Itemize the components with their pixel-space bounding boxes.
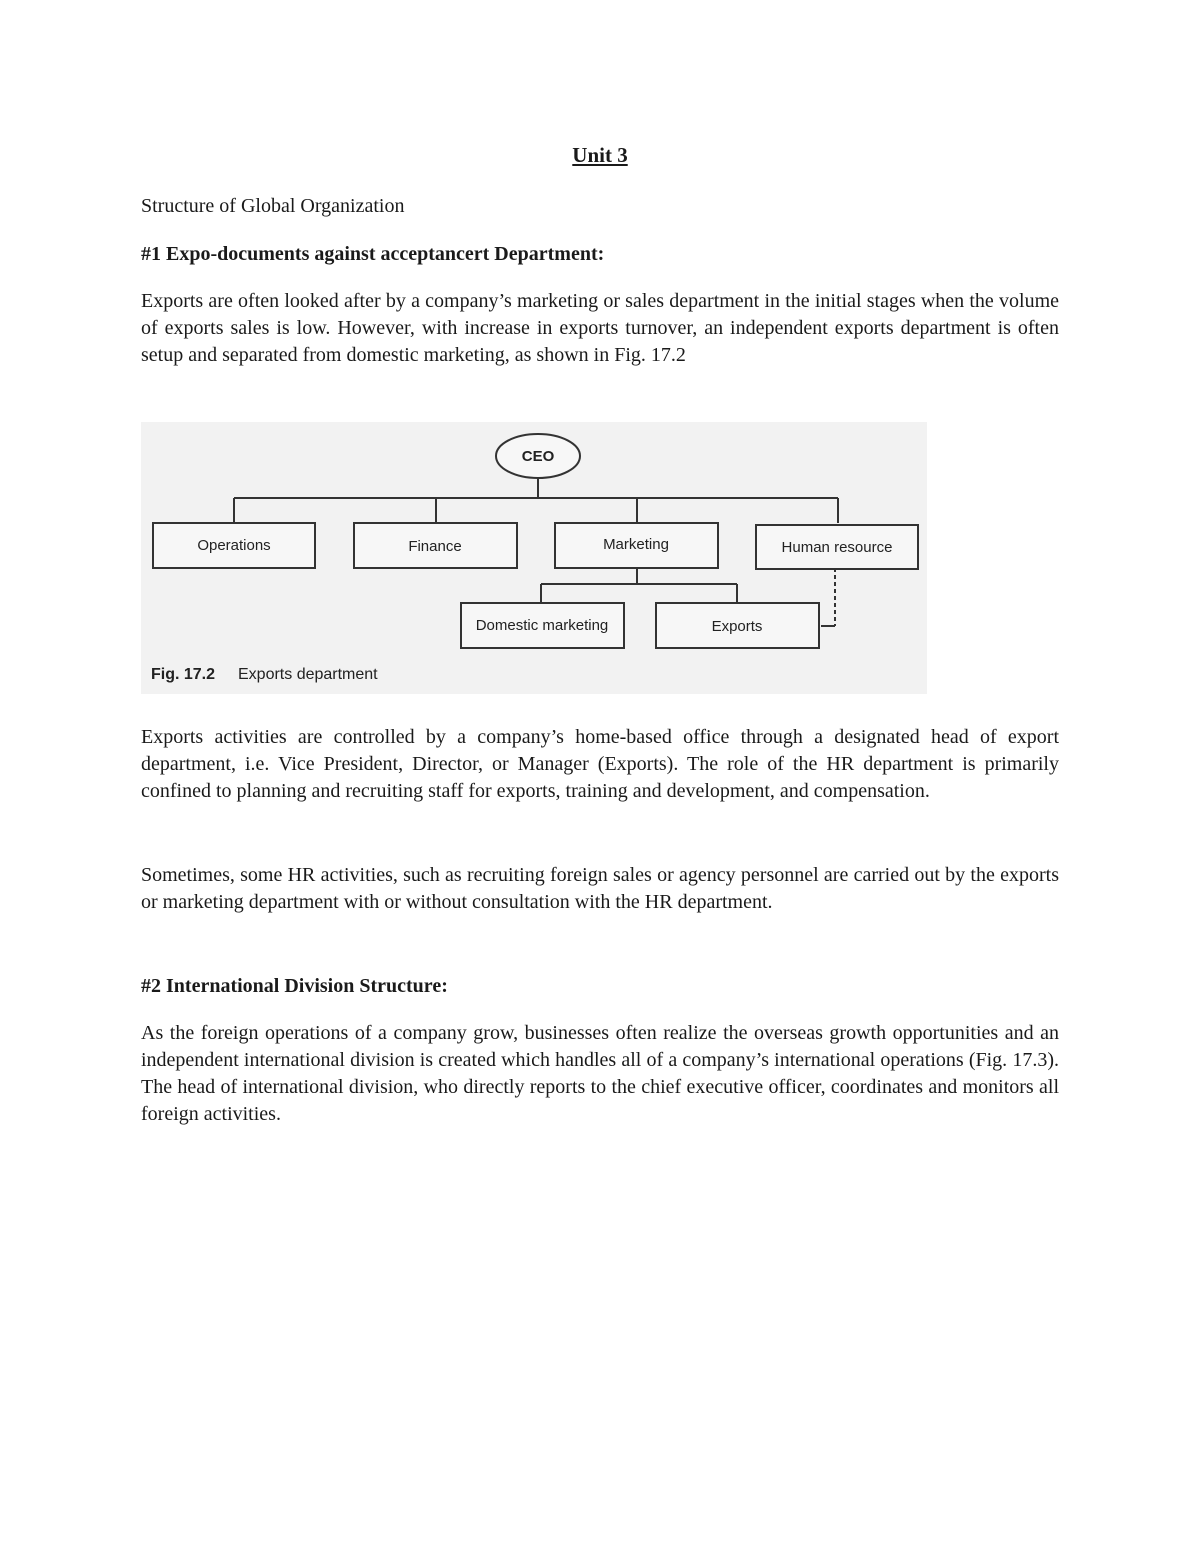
section1-heading: #1 Expo-documents against acceptancert Department: xyxy=(141,243,605,265)
page-title: Unit 3 xyxy=(572,143,628,167)
exports-label: Exports xyxy=(711,618,763,635)
org-chart-figure xyxy=(141,422,927,694)
section2-paragraph1: As the foreign operations of a company grow, businesses often realize the overseas growth opportunities and an independent international division is created which handles all of a company’s international operations (Fig. 17.3). The head of international division, who directly reports to the chief executive officer, coordinates and monitors all foreign activities. xyxy=(141,1022,1059,1125)
finance-label: Finance xyxy=(408,538,462,555)
section2-heading: #2 International Division Structure: xyxy=(141,975,448,997)
marketing-label: Marketing xyxy=(603,536,669,553)
domestic-marketing-label: Domestic marketing xyxy=(475,617,609,634)
section1-paragraph3: Sometimes, some HR activities, such as recruiting foreign sales or agency personnel are carried out by the exports or marketing department with or without consultation with the HR department. xyxy=(141,864,1059,913)
ceo-label: CEO xyxy=(521,448,555,465)
hr-label: Human resource xyxy=(781,539,893,556)
section1-paragraph1: Exports are often looked after by a company’s marketing or sales department in the initial stages when the volume of exports sales is low. However, with increase in exports turnover, an independent exports department is often setup and separated from domestic marketing, as shown in Fig. 17.2 xyxy=(141,290,1059,366)
section1-paragraph2: Exports activities are controlled by a company’s home-based office through a designated head of export department, i.e. Vice President, Director, or Manager (Exports). The role of the HR department is primarily confined to planning and recruiting staff for exports, training and development, and compensation. xyxy=(141,726,1059,802)
operations-label: Operations xyxy=(197,537,271,554)
figure-caption-text: Exports department xyxy=(238,666,378,683)
document-subtitle: Structure of Global Organization xyxy=(141,195,405,217)
org-chart-svg xyxy=(141,422,927,694)
figure-caption-label: Fig. 17.2 xyxy=(151,666,216,683)
